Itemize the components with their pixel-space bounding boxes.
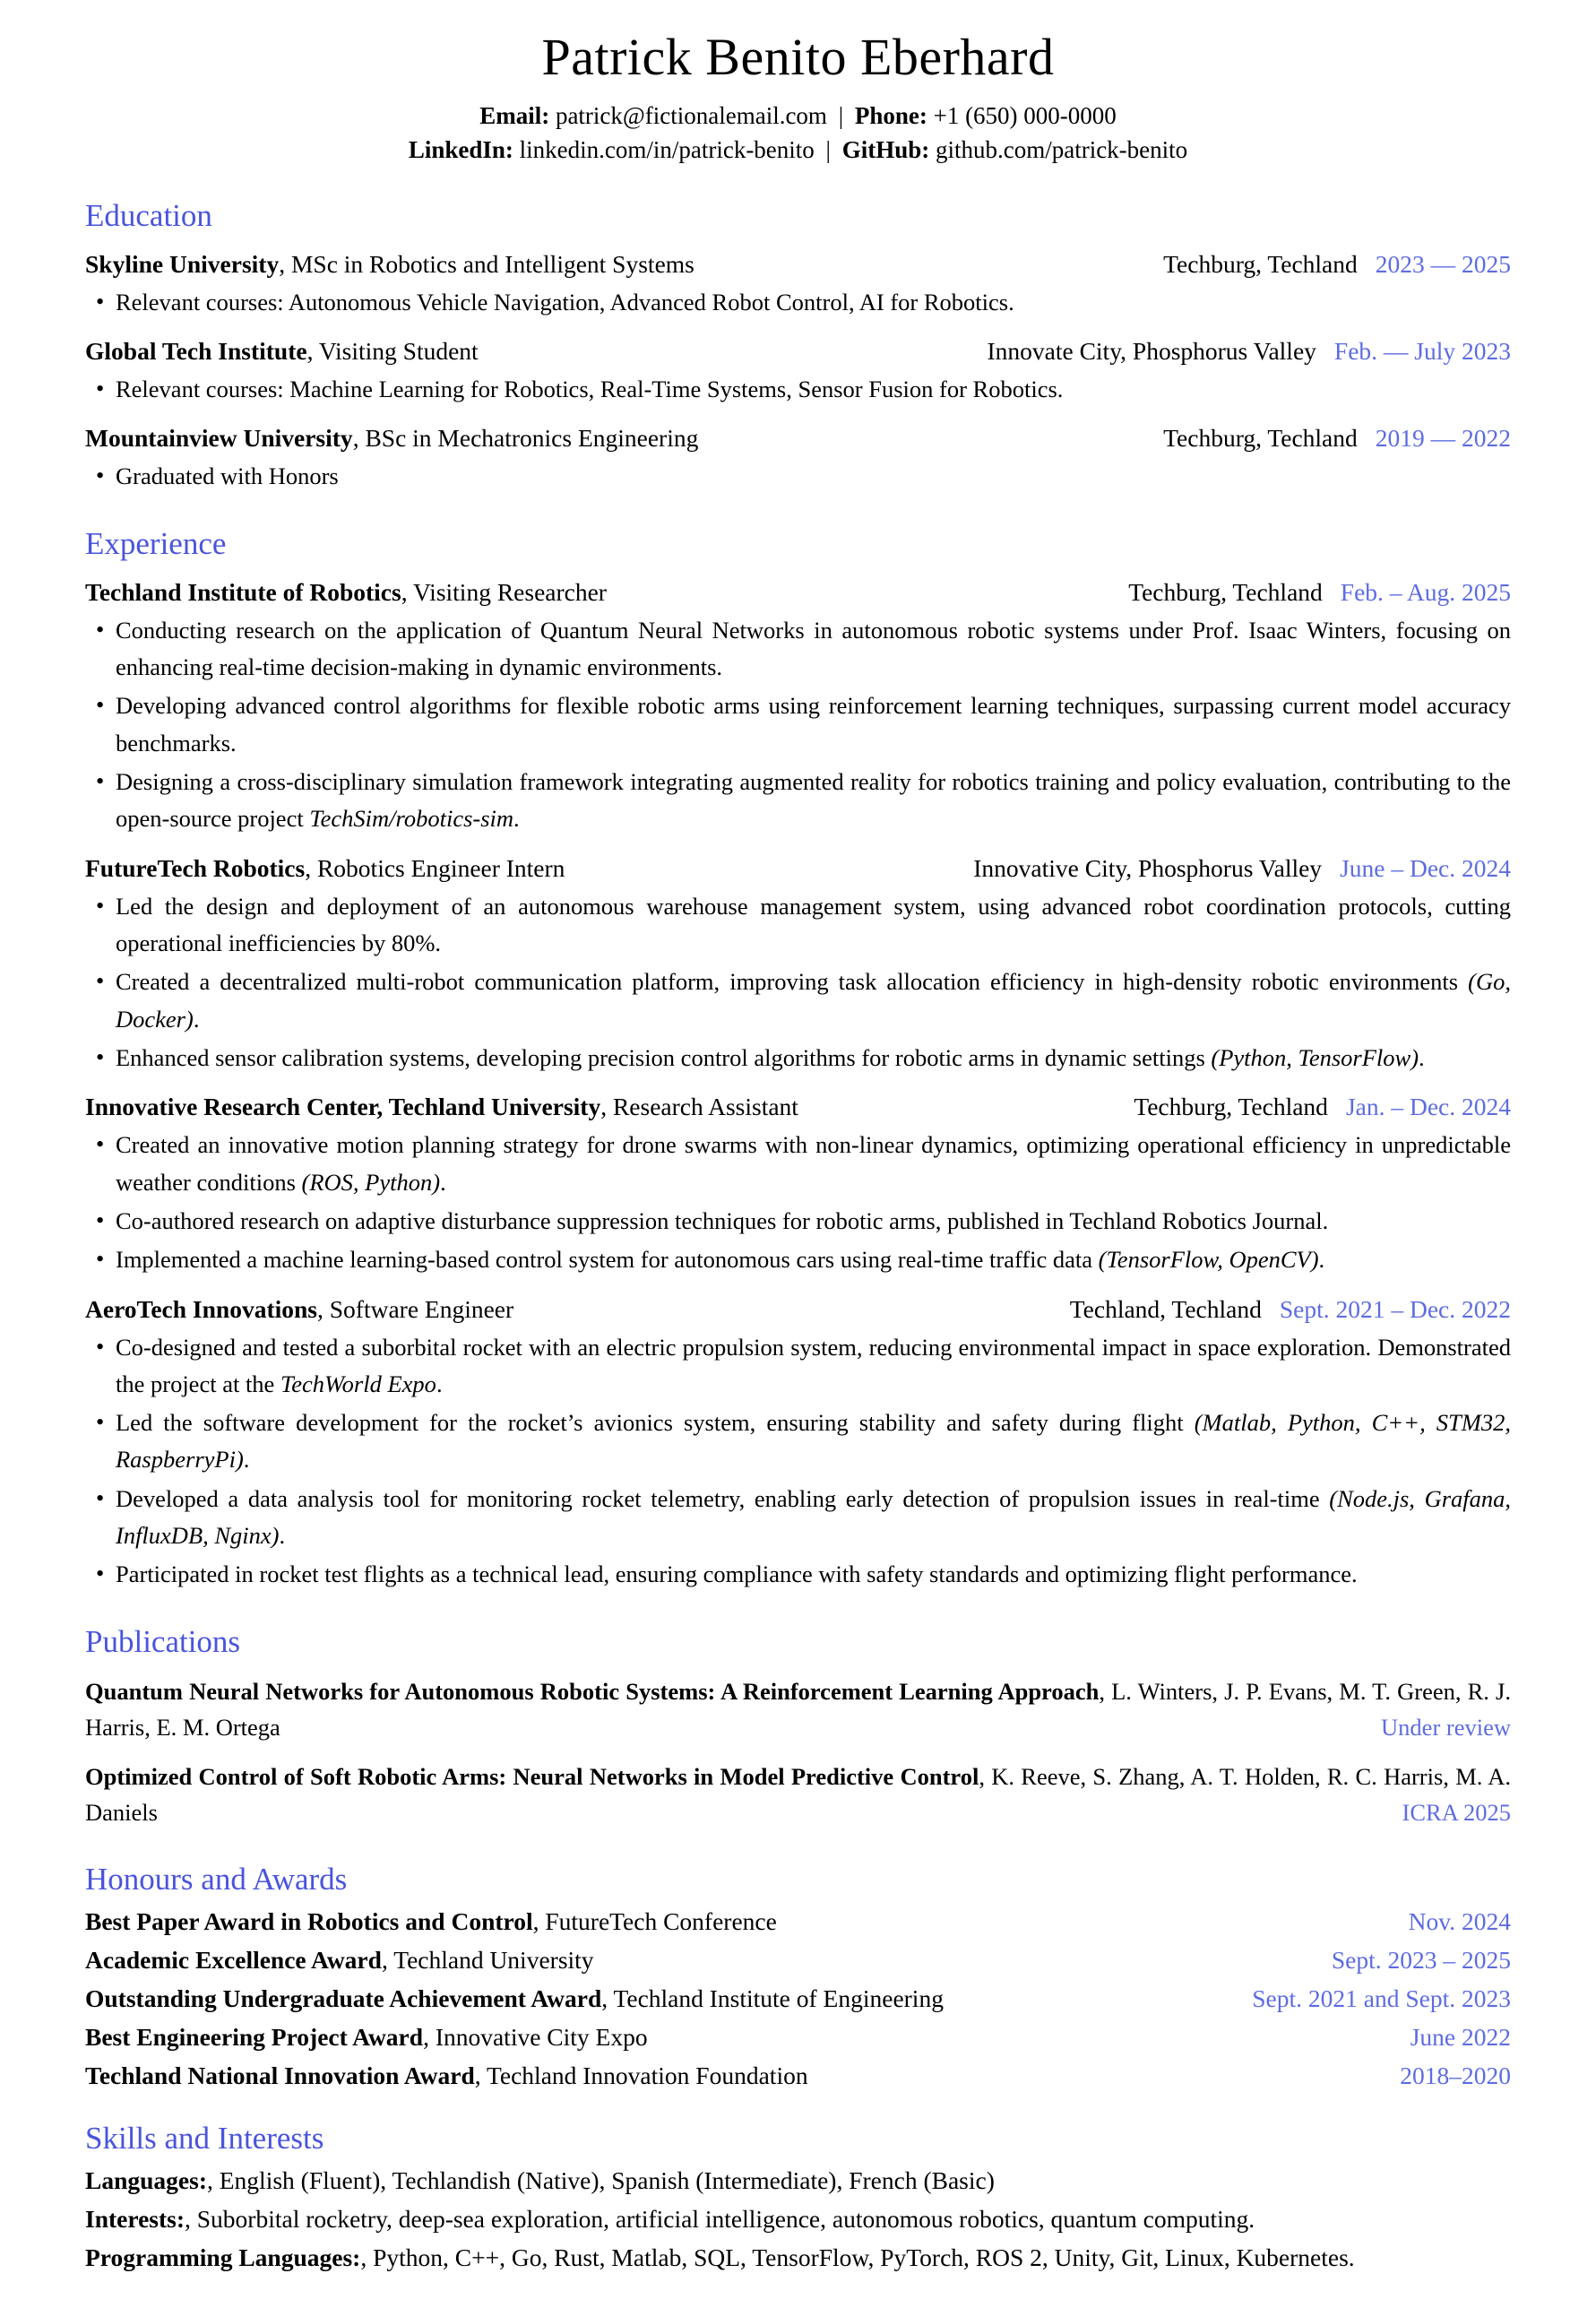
award-row xyxy=(85,1984,1511,2013)
education-entry xyxy=(85,250,1511,321)
contact-line-2 xyxy=(85,134,1511,168)
bullet-item: • Enhanced sensor calibration systems, developing precision control algorithms for robotic arms in dynamic settings (Python, TensorFlow). xyxy=(116,1040,1511,1076)
contact-separator: | xyxy=(825,135,831,163)
skill-text: , Suborbital rocketry, deep-sea exploration, artificial intelligence, autonomous robotics, quantum computing. xyxy=(185,2204,1255,2233)
publication-title: Quantum Neural Networks for Autonomous Robotic Systems: A Reinforcement Learning Approach xyxy=(85,1677,1100,1705)
publication-authors: , K. Reeve, S. Zhang, A. T. Holden, R. C. Harris, M. A. Daniels xyxy=(85,1763,1511,1827)
person-name: Patrick Benito Eberhard xyxy=(541,28,1055,86)
location: Techburg, Techland xyxy=(1163,424,1358,453)
experience-entry xyxy=(85,1093,1511,1278)
experience-entry xyxy=(85,578,1511,838)
skill-label: Interests: xyxy=(85,2204,185,2233)
location: Techburg, Techland xyxy=(1128,577,1323,606)
bullet-item: • Led the software development for the rocket’s avionics system, ensuring stability and safety during flight (Matlab, Python, C++, STM32, RaspberryPi). xyxy=(116,1405,1511,1479)
bullet-list xyxy=(85,458,1511,495)
award-name: Best Engineering Project Award xyxy=(85,2022,424,2051)
date-range: Jan. – Dec. 2024 xyxy=(1345,1093,1511,1121)
role-title: , Software Engineer xyxy=(317,1294,514,1323)
award-date: Sept. 2021 and Sept. 2023 xyxy=(1252,1984,1511,2012)
education-entry-head xyxy=(85,337,1511,366)
award-row xyxy=(85,2062,1511,2090)
experience-entry xyxy=(85,854,1511,1077)
bullet-item: • Co-designed and tested a suborbital rocket with an electric propulsion system, reducing environmental impact in space exploration. Demonstrated the project at the TechWorld Expo. xyxy=(116,1329,1511,1404)
publication-status: Under review xyxy=(1370,1710,1511,1746)
email-value: patrick@fictionalemail.com xyxy=(555,102,827,129)
linkedin-label: LinkedIn: xyxy=(408,135,513,163)
bullet-item: • Developed a data analysis tool for monitoring rocket telemetry, enabling early detection of propulsion issues in real-time (Node.js, Grafana, InfluxDB, Nginx). xyxy=(116,1481,1511,1555)
education-entry-head xyxy=(85,424,1511,453)
award-org: , Techland University xyxy=(381,1945,594,1974)
bullet-item: • Relevant courses: Autonomous Vehicle Navigation, Advanced Robot Control, AI for Robotics. xyxy=(116,284,1511,321)
publication-entry xyxy=(85,1674,1511,1746)
role-title: , Visiting Researcher xyxy=(401,577,607,606)
award-date: June 2022 xyxy=(1410,2022,1511,2051)
award-name: Techland National Innovation Award xyxy=(85,2061,475,2089)
date-range: Sept. 2021 – Dec. 2022 xyxy=(1279,1294,1511,1323)
experience-entry-head xyxy=(85,578,1511,607)
bullet-item: • Developing advanced control algorithms for flexible robotic arms using reinforcement learning techniques, surpassing current model accuracy benchmarks. xyxy=(116,687,1511,762)
bullet-list xyxy=(85,1329,1511,1594)
publication-title: Optimized Control of Soft Robotic Arms: Neural Networks in Model Predictive Control xyxy=(85,1763,979,1791)
education-entry xyxy=(85,337,1511,408)
bullet-list xyxy=(85,371,1511,408)
award-date: Nov. 2024 xyxy=(1408,1906,1511,1935)
bullet-list xyxy=(85,888,1511,1077)
award-date: Sept. 2023 – 2025 xyxy=(1331,1945,1511,1974)
bullet-item: • Co-authored research on adaptive disturbance suppression techniques for robotic arms, published in Techland Robotics Journal. xyxy=(116,1203,1511,1240)
section-title-awards: Honours and Awards xyxy=(85,1861,348,1897)
skill-text: , Python, C++, Go, Rust, Matlab, SQL, TensorFlow, PyTorch, ROS 2, Unity, Git, Linux, Kubernetes. xyxy=(360,2243,1355,2271)
role-title: , Research Assistant xyxy=(600,1093,798,1121)
bullet-item: • Participated in rocket test flights as a technical lead, ensuring compliance with safety standards and optimizing flight performance. xyxy=(116,1556,1511,1593)
skill-label: Programming Languages: xyxy=(85,2243,361,2271)
location: Techburg, Techland xyxy=(1134,1093,1328,1121)
education-entry xyxy=(85,424,1511,495)
bullet-list xyxy=(85,612,1511,838)
publication-authors: , L. Winters, J. P. Evans, M. T. Green, R. J. Harris, E. M. Ortega xyxy=(85,1677,1511,1741)
experience-entry-head xyxy=(85,854,1511,883)
company-name: Innovative Research Center, Techland University xyxy=(85,1093,601,1121)
contact-line-1 xyxy=(85,99,1511,134)
award-row xyxy=(85,2023,1511,2052)
skill-line-programming xyxy=(85,2243,1511,2272)
experience-entry-head xyxy=(85,1093,1511,1121)
degree: , MSc in Robotics and Intelligent Systems xyxy=(279,249,694,278)
date-range: Feb. – Aug. 2025 xyxy=(1340,577,1511,606)
linkedin-value: linkedin.com/in/patrick-benito xyxy=(519,135,815,163)
section-title-education: Education xyxy=(85,197,212,233)
section-title-skills: Skills and Interests xyxy=(85,2120,324,2156)
award-org: , Techland Institute of Engineering xyxy=(601,1984,944,2012)
award-name: Academic Excellence Award xyxy=(85,1945,382,1974)
github-value: github.com/patrick-benito xyxy=(935,135,1188,163)
award-name: Best Paper Award in Robotics and Control xyxy=(85,1906,533,1935)
bullet-item: • Created an innovative motion planning strategy for drone swarms with non-linear dynamics, optimizing operational efficiency in unpredictable weather conditions (ROS, Python). xyxy=(116,1127,1511,1201)
github-label: GitHub: xyxy=(841,135,930,163)
bullet-item: • Graduated with Honors xyxy=(116,458,1511,495)
email-label: Email: xyxy=(479,102,550,129)
award-org: , Innovative City Expo xyxy=(423,2022,648,2051)
experience-entry-head xyxy=(85,1295,1511,1324)
award-date: 2018–2020 xyxy=(1400,2061,1511,2089)
bullet-item: • Designing a cross-disciplinary simulation framework integrating augmented reality for robotics training and policy evaluation, contributing to the open-source project TechSim/robotics-sim. xyxy=(116,764,1511,838)
degree: , BSc in Mechatronics Engineering xyxy=(352,424,699,453)
bullet-item: • Relevant courses: Machine Learning for Robotics, Real-Time Systems, Sensor Fusion for Robotics. xyxy=(116,371,1511,408)
award-org: , Techland Innovation Foundation xyxy=(474,2061,808,2089)
award-row xyxy=(85,1946,1511,1975)
bullet-item: • Created a decentralized multi-robot communication platform, improving task allocation efficiency in high-density robotic environments (Go, Docker). xyxy=(116,964,1511,1038)
section-title-experience: Experience xyxy=(85,525,227,561)
institution-name: Skyline University xyxy=(85,249,280,278)
role-title: , Robotics Engineer Intern xyxy=(305,853,565,882)
section-title-publications: Publications xyxy=(85,1623,241,1659)
bullet-item: • Implemented a machine learning-based control system for autonomous cars using real-time traffic data (TensorFlow, OpenCV). xyxy=(116,1241,1511,1278)
bullet-list xyxy=(85,1127,1511,1278)
publication-entry xyxy=(85,1759,1511,1831)
date-range: 2019 — 2022 xyxy=(1375,424,1511,453)
experience-entry xyxy=(85,1295,1511,1594)
location: Techland, Techland xyxy=(1069,1294,1262,1323)
institution-name: Global Tech Institute xyxy=(85,336,307,365)
skill-line-interests xyxy=(85,2205,1511,2234)
contact-separator: | xyxy=(838,102,844,129)
skill-line-languages xyxy=(85,2166,1511,2195)
institution-name: Mountainview University xyxy=(85,424,353,453)
bullet-list xyxy=(85,284,1511,321)
bullet-item: • Led the design and deployment of an autonomous warehouse management system, using advanced robot coordination protocols, cutting operational inefficiencies by 80%. xyxy=(116,888,1511,963)
degree: , Visiting Student xyxy=(306,336,479,365)
location: Innovate City, Phosphorus Valley xyxy=(987,336,1316,365)
skill-text: , English (Fluent), Techlandish (Native), Spanish (Intermediate), French (Basic) xyxy=(207,2165,995,2194)
company-name: AeroTech Innovations xyxy=(85,1294,318,1323)
award-row xyxy=(85,1907,1511,1936)
education-entry-head xyxy=(85,250,1511,279)
location: Innovative City, Phosphorus Valley xyxy=(973,853,1323,882)
company-name: FutureTech Robotics xyxy=(85,853,306,882)
phone-label: Phone: xyxy=(854,102,927,129)
publication-status: ICRA 2025 xyxy=(1392,1795,1511,1831)
date-range: Feb. — July 2023 xyxy=(1333,336,1511,365)
location: Techburg, Techland xyxy=(1163,249,1358,278)
skill-label: Languages: xyxy=(85,2165,207,2194)
award-name: Outstanding Undergraduate Achievement Award xyxy=(85,1984,602,2012)
bullet-item: • Conducting research on the application of Quantum Neural Networks in autonomous robotic systems under Prof. Isaac Winters, focusing on enhancing real-time decision-making in dynamic environments. xyxy=(116,612,1511,687)
date-range: June – Dec. 2024 xyxy=(1340,853,1511,882)
company-name: Techland Institute of Robotics xyxy=(85,577,401,606)
date-range: 2023 — 2025 xyxy=(1375,249,1511,278)
phone-value: +1 (650) 000-0000 xyxy=(933,102,1117,129)
award-org: , FutureTech Conference xyxy=(532,1906,777,1935)
